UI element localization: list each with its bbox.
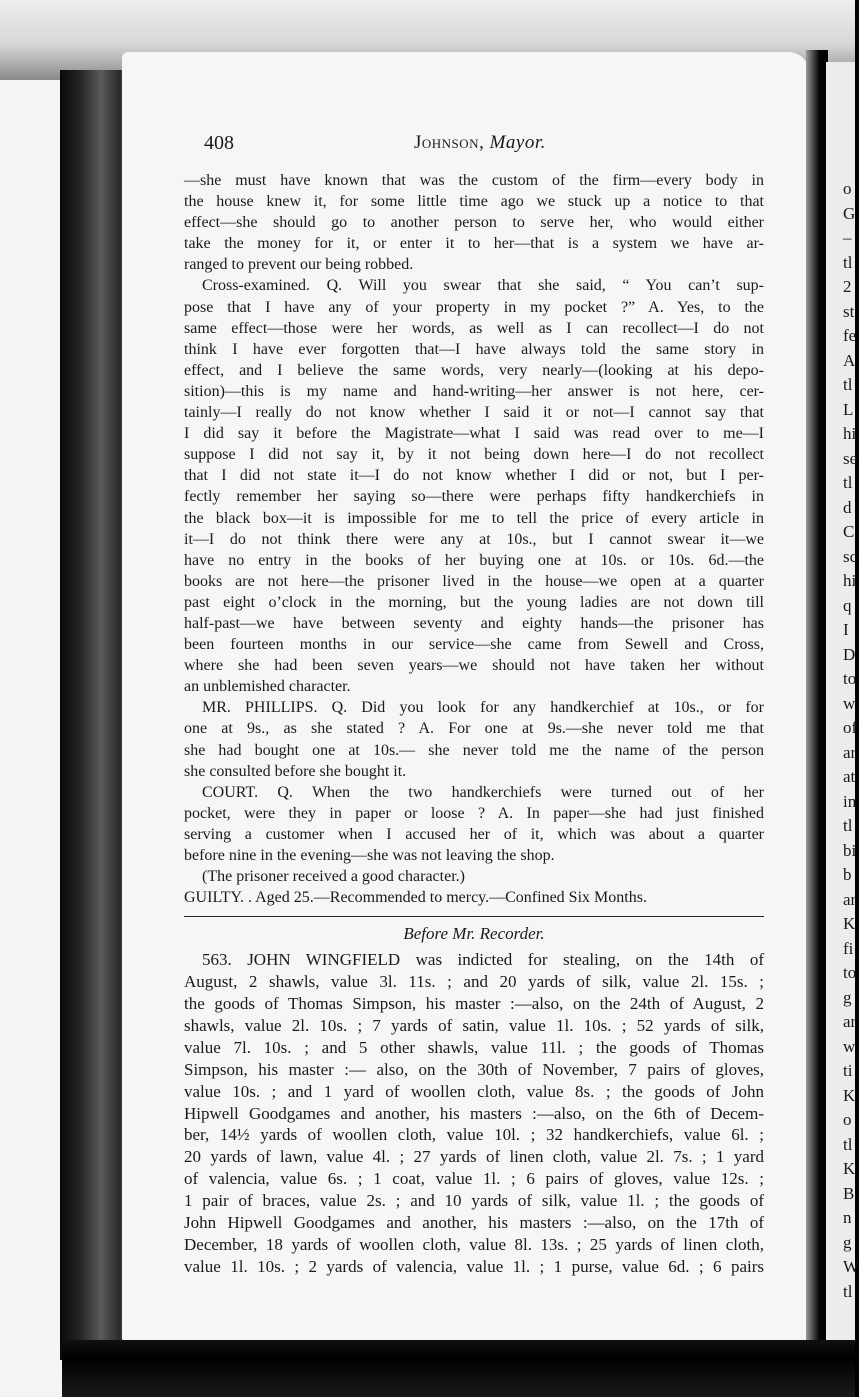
left-page-edge (0, 70, 62, 1397)
text-line: John Hipwell Goodgames and another, his masters :—also, on the 17th of (184, 1212, 764, 1232)
scan-bottom-shadow (62, 1340, 855, 1397)
case-563-text (184, 949, 764, 1277)
facing-page-letter: g (843, 987, 852, 1007)
facing-page-letter: of (843, 718, 858, 737)
facing-page-letter: hi (843, 424, 857, 443)
facing-page-letter: in (843, 791, 857, 811)
text-line: the house knew it, for some little time ago we stuck up a notice to that (184, 193, 764, 211)
text-line: shawls, value 2l. 10s. ; 7 yards of satin, value 1l. 10s. ; 52 yards of silk, (184, 1015, 764, 1035)
text-line: suppose I did not say it, by it not being down here—I do not recollect (184, 446, 764, 464)
facing-page-letter: G (843, 203, 856, 223)
text-line: effect—she should go to another person to serve her, who would either (184, 214, 764, 232)
text-line: pocket, were they in paper or loose ? A. In paper—she had just finished (184, 804, 764, 822)
facing-page-letter: tl (843, 1281, 853, 1301)
text-line: COURT. Q. When the two handkerchiefs were turned out of her (202, 783, 764, 801)
text-line: one at 9s., as she stated ? A. For one at 9s.—she never told me that (184, 720, 764, 738)
facing-page-letter: at (843, 767, 856, 786)
text-line: December, 18 yards of woollen cloth, value 8l. 13s. ; 25 yards of linen cloth, (184, 1234, 764, 1254)
facing-page-letter: L (843, 399, 854, 419)
facing-page-letter: C (843, 522, 855, 541)
facing-page-letter: hi (843, 571, 857, 590)
facing-page-letter: K (843, 1159, 856, 1178)
facing-page-letter: D (843, 644, 856, 664)
text-line: have no entry in the books of her buying one at 10s. or 10s. 6d.—the (184, 551, 764, 569)
text-line: she had bought one at 10s.— she never told me the name of the person (184, 741, 764, 759)
facing-page-letter: d (843, 497, 852, 517)
facing-page-letter: tl (843, 1134, 853, 1154)
facing-page-letter: st (843, 301, 855, 321)
text-line: an unblemished character. (184, 678, 351, 696)
text-line: the goods of Thomas Simpson, his master :—also, on the 24th of August, 2 (184, 994, 764, 1014)
text-line: where she had been seven years—we should not have taken her without (184, 657, 764, 675)
text-line: sition)—this is my name and hand-writing—her answer is not here, cer- (184, 382, 764, 400)
facing-page-letter: o (843, 179, 852, 198)
facing-page-letter: – (843, 228, 852, 247)
running-head-name: Johnson, (414, 132, 490, 153)
text-line: ranged to prevent our being robbed. (184, 256, 414, 274)
facing-page-letter: tl (843, 473, 853, 492)
text-line: take the money for it, or enter it to her—that is a system we have ar- (184, 235, 764, 253)
facing-page-letter: bi (843, 840, 857, 860)
facing-page-letter: ti (843, 1061, 853, 1080)
facing-page-letter: ar (843, 889, 857, 909)
facing-page-letter: fe (843, 326, 857, 345)
facing-page-letter: w (843, 1036, 856, 1056)
facing-page-letter: tl (843, 375, 853, 394)
facing-page-letter: o (843, 1110, 852, 1129)
running-head (414, 132, 546, 154)
facing-page-letter: b (843, 865, 852, 884)
text-line: MR. PHILLIPS. Q. Did you look for any handkerchief at 10s., or for (202, 699, 764, 717)
text-line: past eight o’clock in the morning, but the young ladies are not down till (184, 593, 764, 611)
text-line: fectly remember her saying so—there were perhaps fifty handkerchiefs in (184, 488, 764, 506)
text-line: before nine in the evening—she was not leaving the shop. (184, 847, 555, 864)
text-line: value 1l. 10s. ; 2 yards of valencia, value 1l. ; 1 purse, value 6d. ; 6 pairs (184, 1256, 764, 1276)
facing-page-letter: q (843, 595, 852, 615)
text-line: Cross-examined. Q. Will you swear that she said, “ You can’t sup- (202, 277, 764, 295)
text-line: (The prisoner received a good character.) (202, 868, 465, 886)
text-line: 20 yards of lawn, value 4l. ; 27 yards of linen cloth, value 2l. 7s. ; 1 yard (184, 1147, 764, 1167)
facing-page-letter: I (843, 620, 849, 639)
text-line: ber, 14½ yards of woollen cloth, value 10l. ; 32 handkerchiefs, value 6l. ; (184, 1125, 764, 1145)
facing-page-letter: g (843, 1232, 852, 1252)
facing-page-letter: w (843, 693, 856, 713)
text-line: 563. JOHN WINGFIELD was indicted for stealing, on the 14th of (202, 950, 764, 970)
facing-page-letter: ar (843, 742, 857, 762)
section-subheading: Before Mr. Recorder. (403, 924, 545, 944)
facing-page-letter: n (843, 1208, 852, 1227)
text-line: effect, and I believe the same words, very nearly—(looking at his depo- (184, 361, 764, 379)
text-line: been fourteen months in our service—she came from Sewell and Cross, (184, 636, 764, 654)
facing-page-fragment (826, 62, 859, 1342)
facing-page-letter: A (843, 350, 856, 370)
facing-page-letter: to (843, 669, 857, 688)
facing-page-letter: K (843, 914, 856, 933)
facing-page-letter: to (843, 963, 857, 982)
text-line: same effect—those were her words, as well as I can recollect—I do not (184, 319, 764, 337)
text-line: books are not here—the prisoner lived in the house—we open at a quarter (184, 572, 764, 590)
section-rule (184, 916, 764, 917)
testimony-body (184, 170, 764, 908)
page-header (184, 128, 764, 170)
running-head-title: Mayor. (489, 132, 546, 153)
page-text (184, 128, 764, 1278)
text-line: value 7l. 10s. ; and 5 other shawls, value 11l. ; the goods of Thomas (184, 1037, 764, 1057)
facing-page-letter: fi (843, 938, 854, 958)
facing-page-letter: tl (843, 252, 853, 272)
text-line: the black box—it is impossible for me to tell the price of every article in (184, 509, 764, 527)
text-line: August, 2 shawls, value 3l. 11s. ; and 20 yards of silk, value 2l. 15s. ; (184, 972, 764, 992)
text-line: think I have ever forgotten that—I have always told the same story in (184, 340, 764, 358)
text-line: that I did not state it—I do not know whether I did or not, but I per- (184, 467, 764, 485)
text-line: of valencia, value 6s. ; 1 coat, value 1l. ; 6 pairs of gloves, value 12s. ; (184, 1169, 764, 1189)
text-line: tainly—I really do not know whether I said it or not—I cannot say that (184, 404, 764, 422)
text-line: 1 pair of braces, value 2s. ; and 10 yards of silk, value 1l. ; the goods of (184, 1191, 764, 1211)
text-line: it—I do not think there were any at 10s., but I cannot swear it—we (184, 530, 764, 548)
facing-page-letter: sc (843, 546, 858, 566)
text-line: serving a customer when I accused her of it, which was about a quarter (184, 825, 764, 843)
book-gutter (806, 50, 828, 1350)
text-line: —she must have known that was the custom of the firm—every body in (184, 172, 764, 189)
facing-page-letter: K (843, 1085, 856, 1105)
facing-page-letter: B (843, 1183, 855, 1203)
page-number: 408 (204, 132, 234, 154)
text-line: half-past—we have between seventy and eighty hands—the prisoner has (184, 614, 764, 632)
text-line: value 10s. ; and 1 yard of woollen cloth, value 8s. ; the goods of John (184, 1081, 764, 1101)
facing-page-letter: ar (843, 1012, 857, 1031)
facing-page-letter: se (843, 448, 858, 468)
text-line: she consulted before she bought it. (184, 762, 407, 780)
text-line: Simpson, his master :— also, on the 30th of November, 7 pairs of gloves, (184, 1059, 764, 1079)
facing-page-letter: 2 (843, 277, 852, 296)
text-line: I did say it before the Magistrate—what I said was read over to me—I (184, 425, 764, 443)
facing-page-letter: W (843, 1257, 859, 1276)
text-line: Hipwell Goodgames and another, his masters :—also, on the 6th of Decem- (184, 1103, 764, 1123)
facing-page-letter: tl (843, 816, 853, 835)
text-line: GUILTY. . Aged 25.—Recommended to mercy.—Confined Six Months. (184, 889, 647, 907)
text-line: pose that I have any of your property in my pocket ?” A. Yes, to the (184, 298, 764, 316)
